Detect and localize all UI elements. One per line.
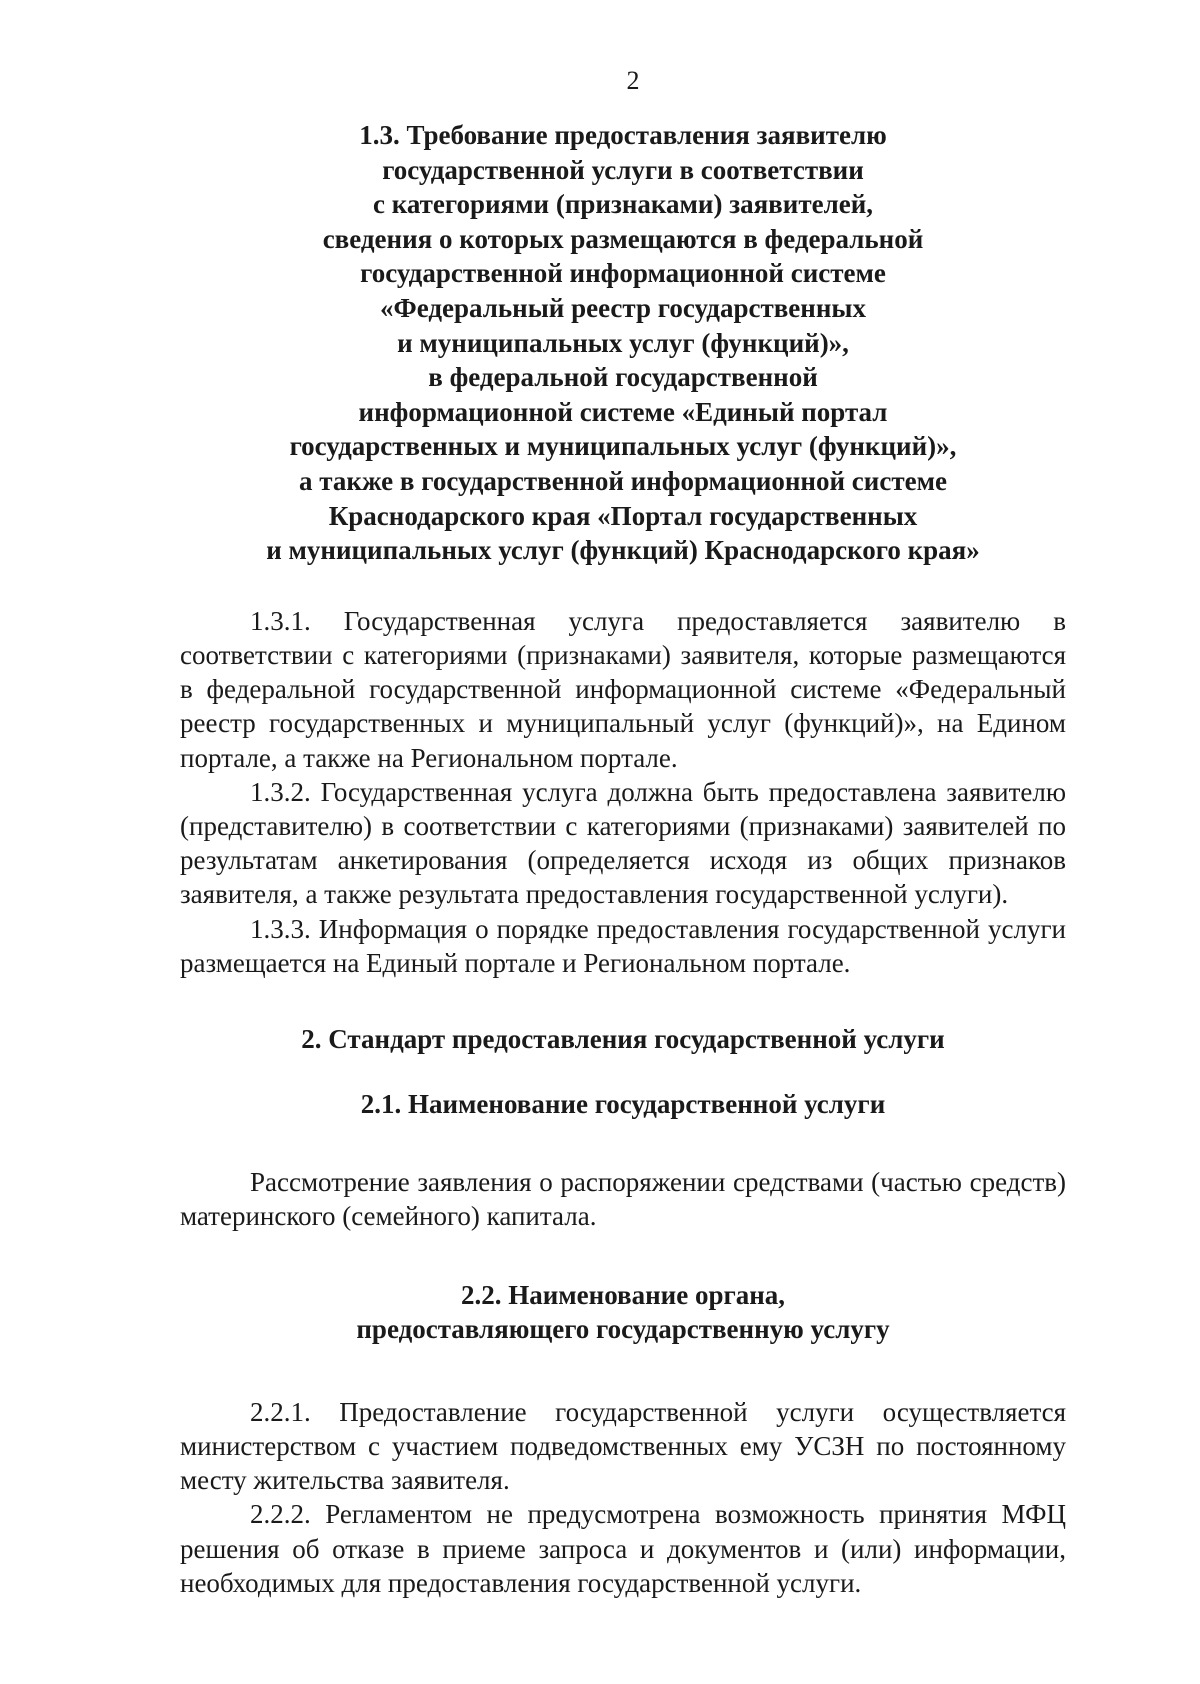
title-line: «Федеральный реестр государственных bbox=[380, 292, 866, 323]
section-1-3-title bbox=[180, 118, 1066, 568]
title-line: 1.3. Требование предоставления заявителю bbox=[359, 120, 887, 150]
paragraph-1-3-3: 1.3.3. Информация о порядке предоставления государственной услуги размещается на Единый портале и Региональном портале. bbox=[180, 913, 1066, 978]
paragraph-2-2-1: 2.2.1. Предоставление государственной услуги осуществляется министерством с участием подведомственных ему УСЗН по постоянному месту жительства заявителя. bbox=[180, 1396, 1066, 1496]
section-2-1-title bbox=[180, 1087, 1066, 1122]
title-line: 2.1. Наименование государственной услуги bbox=[360, 1088, 886, 1119]
paragraph-2-1: Рассмотрение заявления о распоряжении средствами (частью средств) материнского (семейного) капитала. bbox=[180, 1167, 1066, 1232]
title-line: в федеральной государственной bbox=[428, 362, 818, 393]
title-line: а также в государственной информационной системе bbox=[299, 465, 947, 496]
page-number: 2 bbox=[626, 66, 640, 95]
title-line: предоставляющего государственную услугу bbox=[356, 1314, 890, 1345]
paragraph-2-2-2: 2.2.2. Регламентом не предусмотрена возможность принятия МФЦ решения об отказе в приеме запроса и документов и (или) информации, необходимых для предоставления государственной услуги. bbox=[180, 1499, 1066, 1598]
title-line: с категориями (признаками) заявителей, bbox=[372, 189, 874, 220]
title-line: государственных и муниципальных услуг (функций)», bbox=[289, 431, 957, 462]
title-line: и муниципальных услуг (функций)», bbox=[397, 327, 849, 358]
paragraph-1-3-2: 1.3.2. Государственная услуга должна быть предоставлена заявителю (представителю) в соответствии с категориями (признаками) заявителей по результатам анкетирования (определяется исходя из общих признаков заявителя, а также результата предоставления государственной услуги). bbox=[180, 776, 1066, 910]
title-line: государственной услуги в соответствии bbox=[382, 154, 864, 185]
title-line: информационной системе «Единый портал bbox=[358, 396, 888, 427]
section-2-2-title bbox=[180, 1278, 1066, 1347]
paragraph-1-3-1: 1.3.1. Государственная услуга предоставляется заявителю в соответствии с категориями (признаками) заявителя, которые размещаются в федеральной государственной информационной системе «Федеральный реестр государственных и муниципальный услуг (функций)», на Едином портале, а также на Региональном портале. bbox=[180, 605, 1066, 773]
title-line: и муниципальных услуг (функций) Краснодарского края» bbox=[266, 535, 980, 566]
title-line: Краснодарского края «Портал государственных bbox=[328, 500, 918, 531]
title-line: сведения о которых размещаются в федеральной bbox=[322, 223, 924, 254]
title-line: 2.2. Наименование органа, bbox=[460, 1279, 786, 1310]
section-2-title bbox=[180, 1022, 1066, 1057]
title-line: государственной информационной системе bbox=[360, 258, 886, 289]
title-line: 2. Стандарт предоставления государственной услуги bbox=[301, 1023, 945, 1054]
